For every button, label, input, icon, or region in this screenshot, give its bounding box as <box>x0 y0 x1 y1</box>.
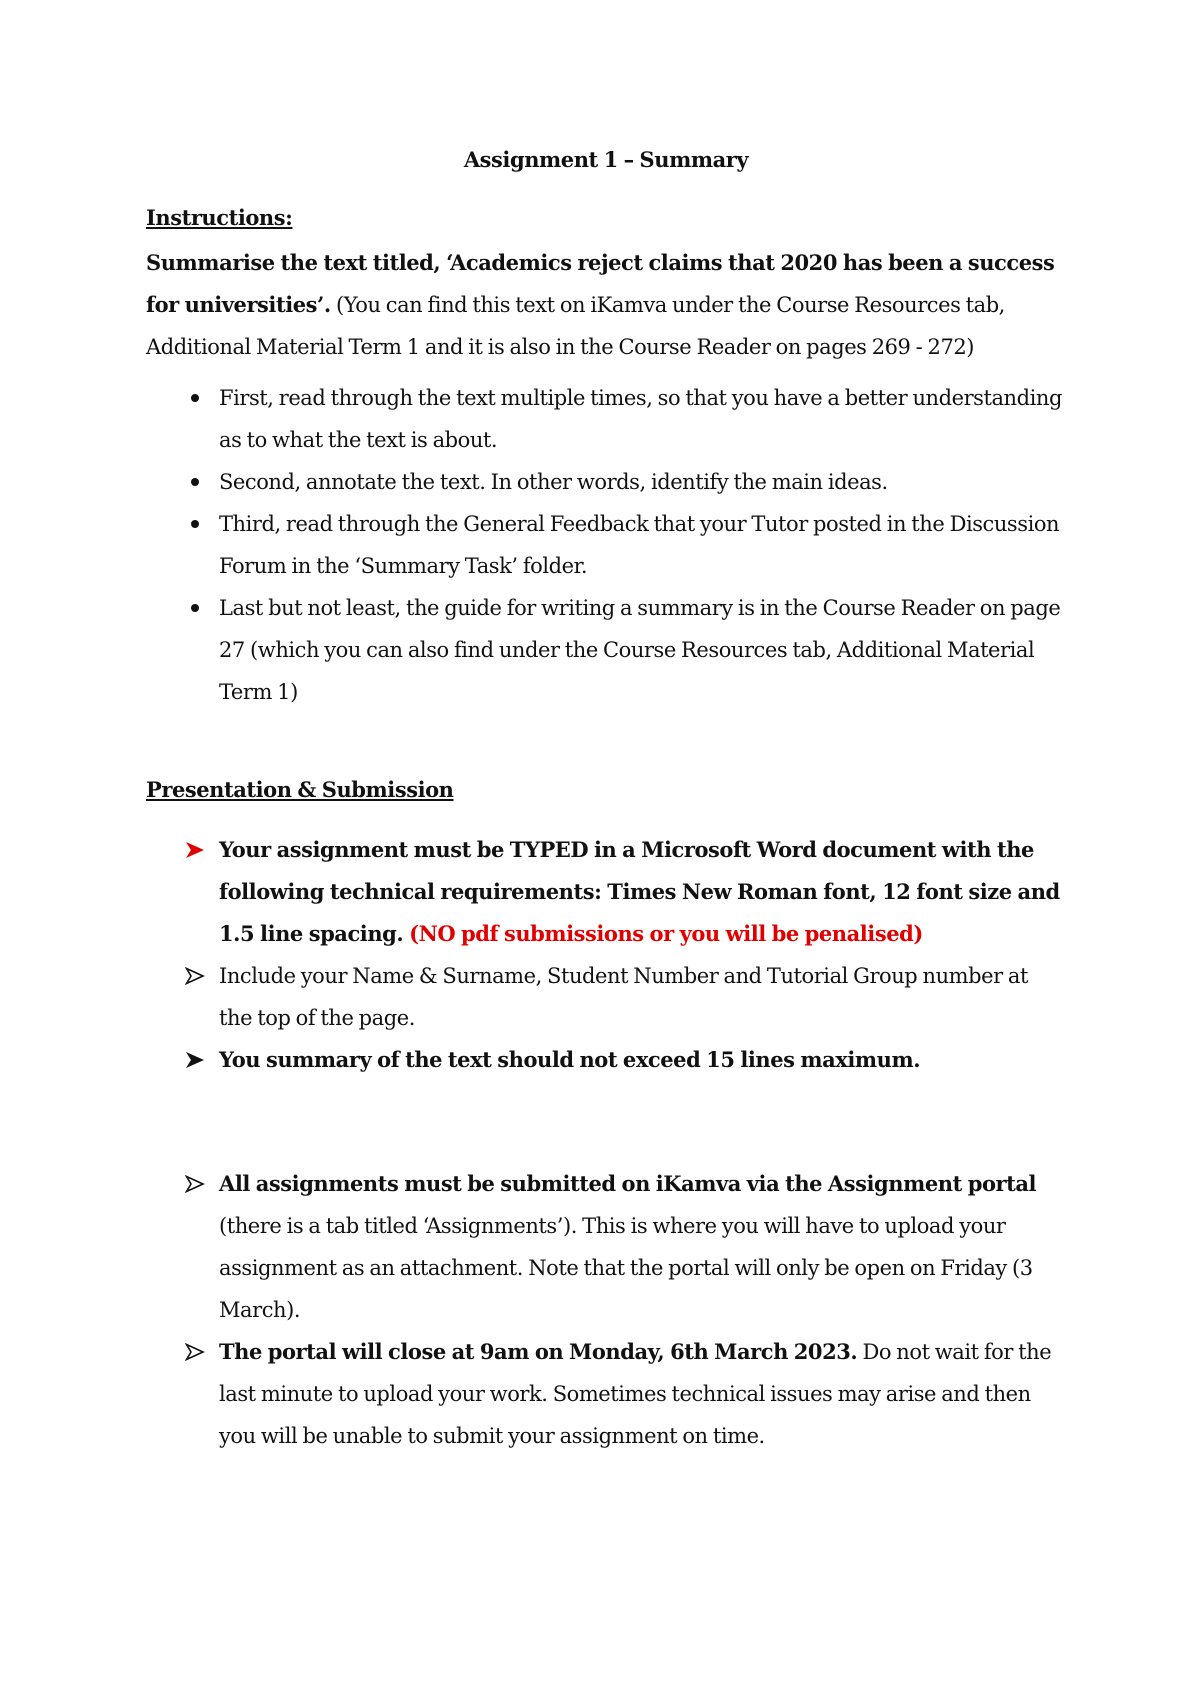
submission-heading: Presentation & Submission <box>146 777 454 802</box>
intro-rest-text: (You can find this text on iKamva under the Course Resources tab, Additional Material Term 1 and it is also in the Course Reader on pages 269 - 272) <box>146 293 1005 359</box>
step-text: Last but not least, the guide for writing a summary is in the Course Reader on page 27 (which you can also find under the Course Resources tab, Additional Material Term 1) <box>219 596 1061 704</box>
list-item <box>146 461 1066 503</box>
warning-text: (NO pdf submissions or you will be penalised) <box>409 921 923 946</box>
step-text: Second, annotate the text. In other words, identify the main ideas. <box>219 470 888 494</box>
arrowhead-icon <box>184 1039 206 1081</box>
list-item <box>146 829 1066 955</box>
arrowhead-icon <box>184 1331 206 1373</box>
intro-bold-text: Summarise the text titled, ‘Academics reject claims that 2020 has been a success for universities’. <box>146 250 1055 317</box>
arrowhead-icon <box>184 1163 206 1205</box>
submission-text: (there is a tab titled ‘Assignments’). This is where you will have to upload your assignment as an attachment. Note that the portal will only be open on Friday (3 March). <box>219 1214 1033 1322</box>
step-text: Third, read through the General Feedback that your Tutor posted in the Discussion Forum in the ‘Summary Task’ folder. <box>219 512 1060 578</box>
bullet-dot-icon <box>184 377 206 419</box>
page-title: Assignment 1 – Summary <box>463 147 749 172</box>
submission-text: Include your Name & Surname, Student Number and Tutorial Group number at the top of the page. <box>219 964 1028 1030</box>
instruction-steps-list <box>146 377 1066 713</box>
submission-bold-text: Your assignment must be TYPED in a Microsoft Word document with the following technical requirements: Times New Roman font, 12 font size and 1.5 line spacing. <box>219 837 1060 946</box>
list-item <box>146 1039 1066 1081</box>
list-item <box>146 1163 1066 1331</box>
submission-text: Do not wait for the last minute to upload your work. Sometimes technical issues may arise and then you will be unable to submit your assignment on time. <box>219 1340 1052 1448</box>
list-item <box>146 377 1066 461</box>
arrowhead-icon <box>184 955 206 997</box>
submission-bold-text: The portal will close at 9am on Monday, 6th March 2023. <box>219 1339 858 1364</box>
list-item <box>146 587 1066 713</box>
submission-list <box>146 829 1066 1457</box>
instructions-intro <box>146 242 1061 368</box>
bullet-dot-icon <box>184 587 206 629</box>
step-text: First, read through the text multiple times, so that you have a better understanding as to what the text is about. <box>219 386 1062 452</box>
submission-bold-text: All assignments must be submitted on iKamva via the Assignment portal <box>219 1171 1037 1196</box>
submission-bold-text: You summary of the text should not exceed 15 lines maximum. <box>219 1047 921 1072</box>
list-item <box>146 503 1066 587</box>
instructions-heading: Instructions: <box>146 205 293 230</box>
list-item <box>146 955 1066 1039</box>
list-item <box>146 1331 1066 1457</box>
arrowhead-icon <box>184 829 206 871</box>
bullet-dot-icon <box>184 503 206 545</box>
bullet-dot-icon <box>184 461 206 503</box>
